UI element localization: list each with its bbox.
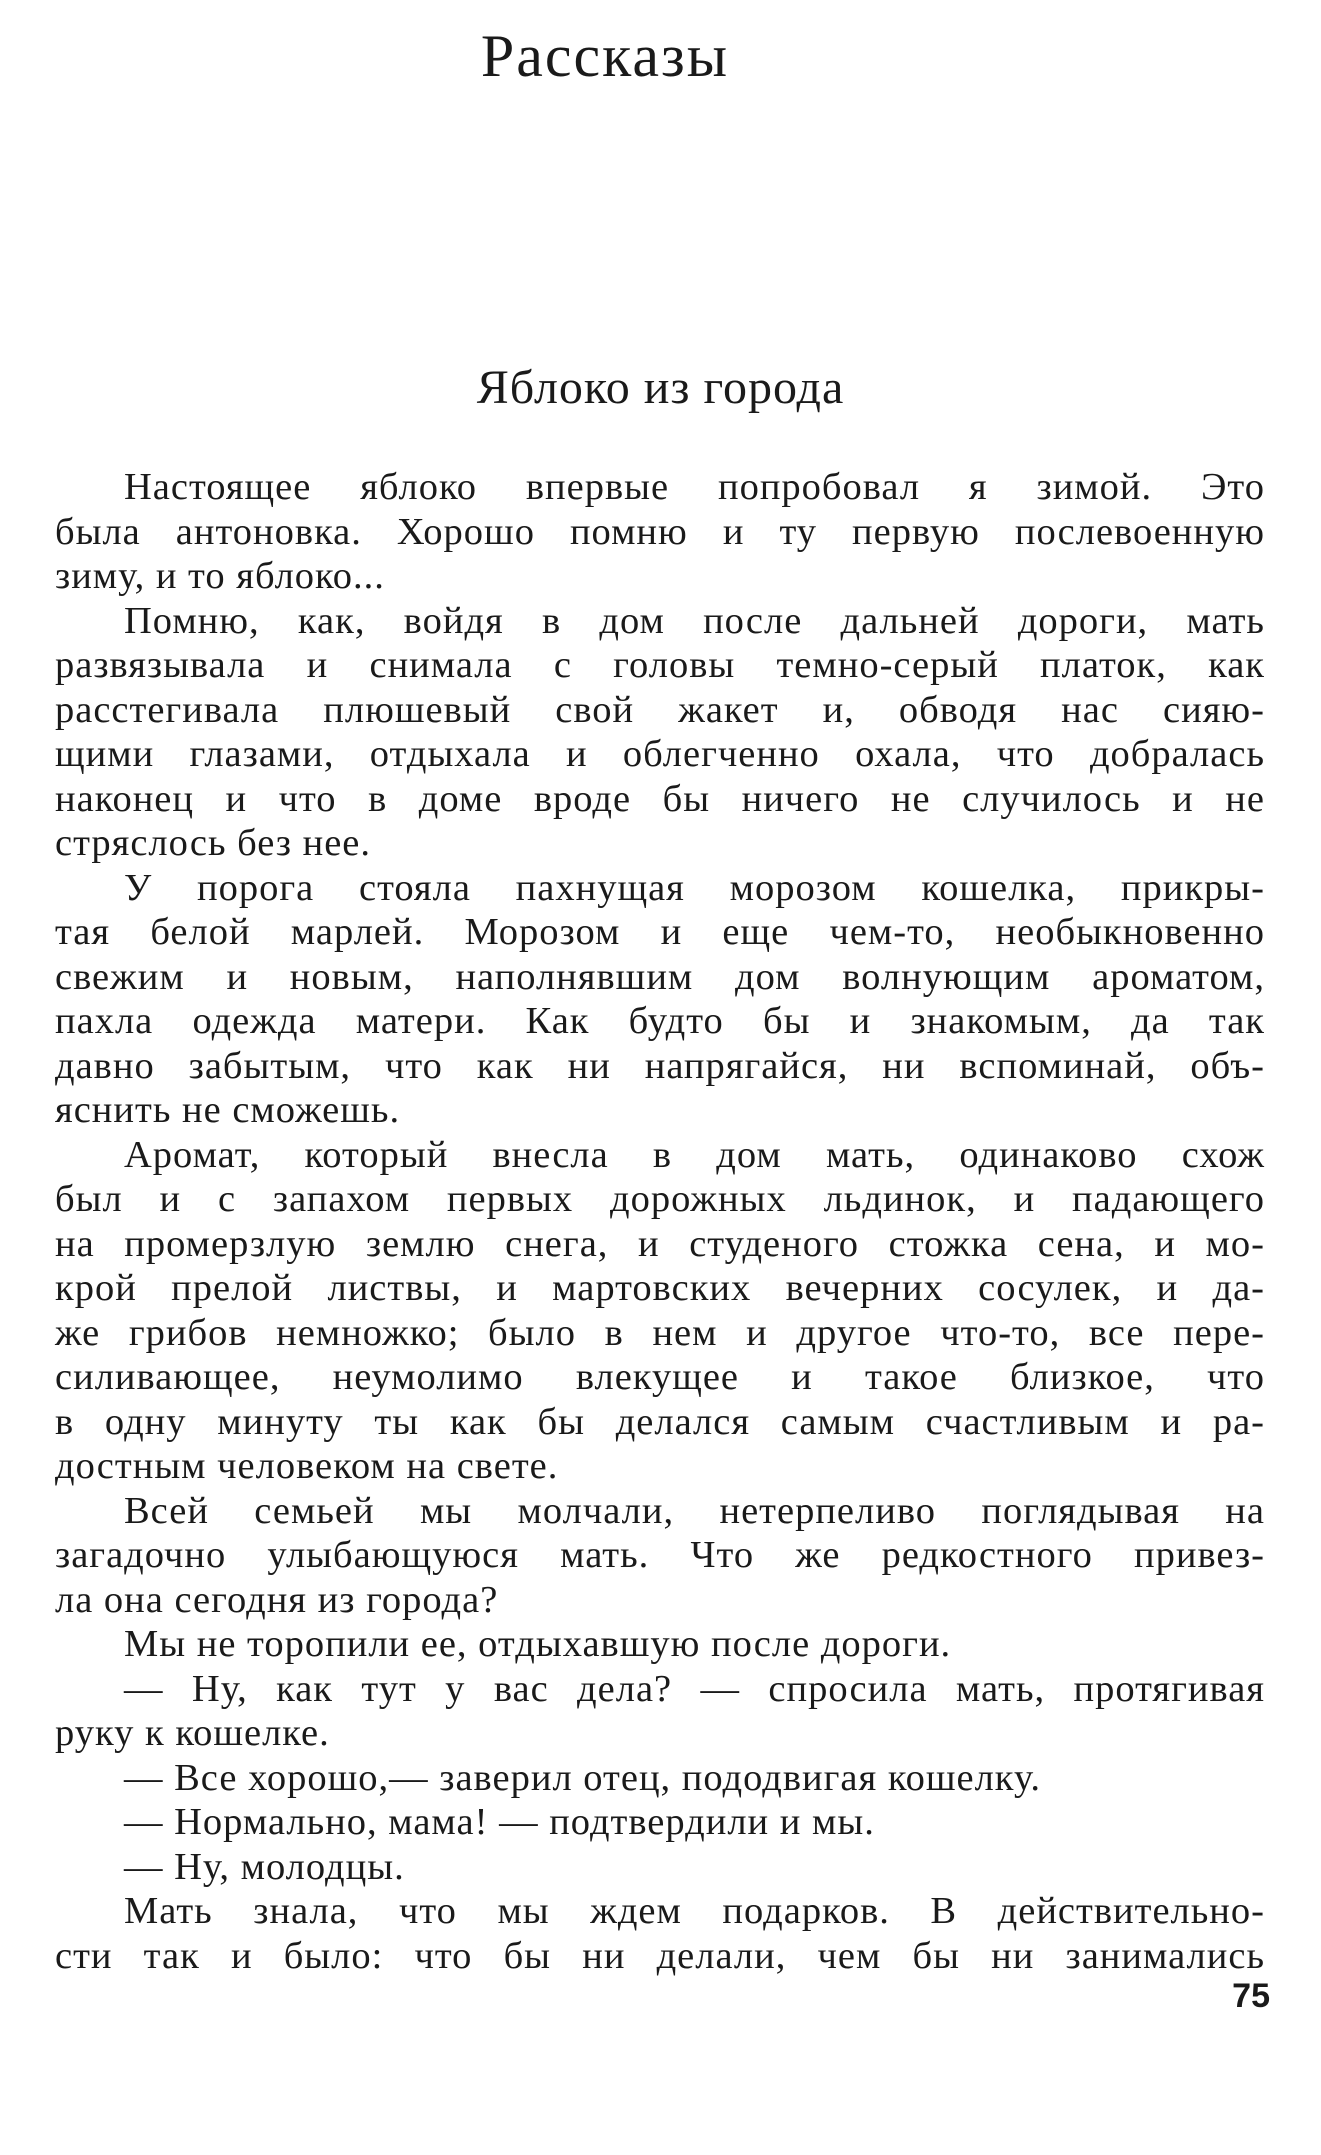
story-title: Яблоко из города <box>476 361 845 414</box>
text-line: руку к кошелке. <box>55 1712 330 1754</box>
text-line: наконец и что в доме вроде бы ничего не случилось и не <box>55 777 1265 820</box>
text-line: крой прелой листвы, и мартовских вечерних сосулек, и да- <box>55 1267 1265 1309</box>
text-line: яснить не сможешь. <box>55 1089 401 1131</box>
text-line: расстегивала плюшевый свой жакет и, обводя нас сияю- <box>55 688 1265 731</box>
text-line: У порога стояла пахнущая морозом кошелка, прикры- <box>124 866 1265 909</box>
text-line: развязывала и снимала с головы темно-серый платок, как <box>55 644 1265 686</box>
text-line: в одну минуту ты как бы делался самым счастливым и ра- <box>55 1400 1265 1443</box>
text-line: Мать знала, что мы ждем подарков. В действительно- <box>124 1890 1265 1932</box>
text-line: загадочно улыбающуюся мать. Что же редкостного привез- <box>55 1534 1265 1576</box>
text-line: была антоновка. Хорошо помню и ту первую послевоенную <box>55 510 1265 553</box>
text-line: щими глазами, отдыхала и облегченно охала, что добралась <box>55 733 1265 775</box>
text-line: силивающее, неумолимо влекущее и такое близкое, что <box>55 1356 1265 1398</box>
text-line: давно забытым, что как ни напрягайся, ни вспоминай, объ- <box>55 1044 1265 1087</box>
story-body <box>55 465 1265 1978</box>
text-line: — Ну, молодцы. <box>124 1845 405 1888</box>
text-line: стряслось без нее. <box>55 822 371 864</box>
text-line: пахла одежда матери. Как будто бы и знакомым, да так <box>55 1000 1265 1042</box>
text-line: же грибов немножко; было в нем и другое что-то, все пере- <box>55 1311 1265 1354</box>
text-line: — Нормально, мама! — подтвердили и мы. <box>124 1801 875 1843</box>
text-line: свежим и новым, наполнявшим дом волнующим ароматом, <box>55 955 1265 998</box>
text-line: Всей семьей мы молчали, нетерпеливо поглядывая на <box>124 1489 1265 1532</box>
text-line: Аромат, который внесла в дом мать, одинаково схож <box>124 1133 1265 1176</box>
text-line: Настоящее яблоко впервые попробовал я зимой. Это <box>124 466 1265 508</box>
text-line: на промерзлую землю снега, и студеного стожка сена, и мо- <box>55 1222 1265 1265</box>
text-line: Помню, как, войдя в дом после дальней дороги, мать <box>124 599 1265 642</box>
text-line: Мы не торопили ее, отдыхавшую после дороги. <box>124 1623 952 1665</box>
text-line: ла она сегодня из города? <box>55 1578 499 1621</box>
text-line: зиму, и то яблоко... <box>55 555 385 597</box>
text-line: был и с запахом первых дорожных льдинок, и падающего <box>55 1178 1265 1220</box>
text-line: достным человеком на свете. <box>55 1445 559 1487</box>
text-line: — Все хорошо,— заверил отец, пододвигая кошелку. <box>124 1756 1041 1799</box>
text-line: тая белой марлей. Морозом и еще чем-то, необыкновенно <box>55 911 1265 953</box>
page-number: 75 <box>1232 1977 1270 2015</box>
text-line: — Ну, как тут у вас дела? — спросила мать, протягивая <box>124 1667 1265 1710</box>
text-line: сти так и было: что бы ни делали, чем бы ни занимались <box>55 1934 1265 1977</box>
section-title: Рассказы <box>480 23 730 89</box>
